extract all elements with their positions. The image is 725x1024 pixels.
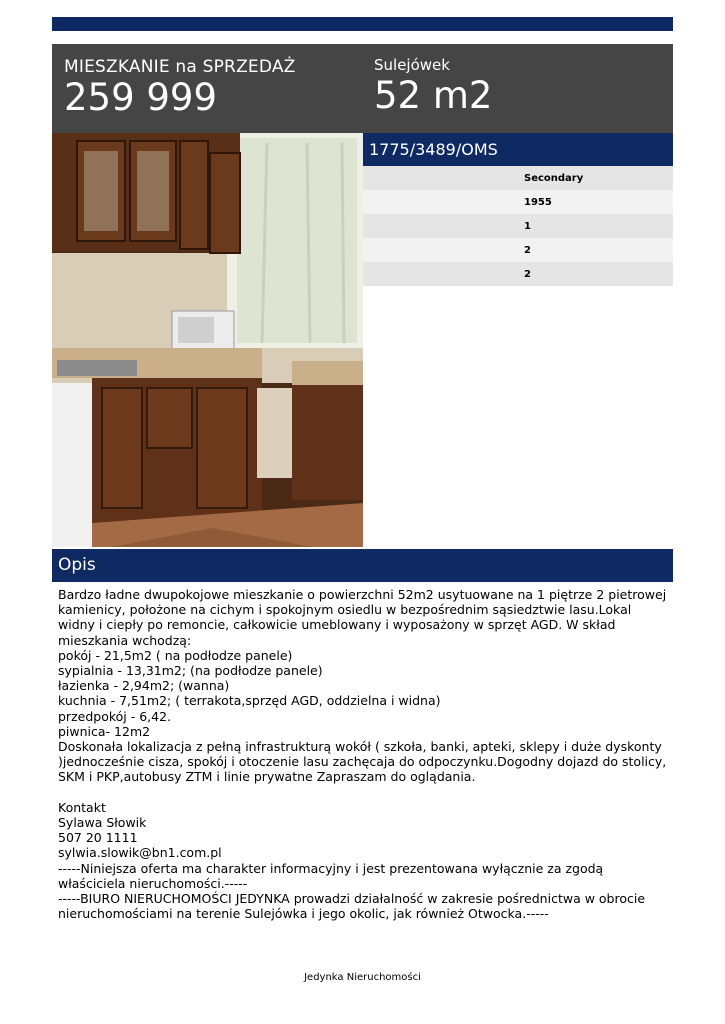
listing-header xyxy=(52,44,673,133)
listing-price: 259 999 xyxy=(64,76,218,119)
description-header xyxy=(52,549,673,582)
parameters-table xyxy=(363,166,673,286)
param-row xyxy=(363,214,673,238)
listing-type: MIESZKANIE na SPRZEDAŻ xyxy=(64,57,296,77)
reference-number: 1775/3489/OMS xyxy=(369,140,498,159)
param-value: 1955 xyxy=(524,197,552,208)
reference-bar xyxy=(363,133,673,166)
listing-city: Sulejówek xyxy=(374,56,450,74)
param-row xyxy=(363,262,673,286)
param-value: 2 xyxy=(524,269,531,280)
param-row xyxy=(363,238,673,262)
listing-photo xyxy=(52,133,363,547)
kitchen-photo-illustration xyxy=(52,133,363,547)
param-value: 2 xyxy=(524,245,531,256)
param-value: Secondary xyxy=(524,173,584,184)
top-accent-bar xyxy=(52,17,673,31)
param-row xyxy=(363,166,673,190)
param-row xyxy=(363,190,673,214)
param-value: 1 xyxy=(524,221,531,232)
listing-area: 52 m2 xyxy=(374,74,493,117)
description-title: Opis xyxy=(58,555,96,575)
description-text: Bardzo ładne dwupokojowe mieszkanie o powierzchni 52m2 usytuowane na 1 piętrze 2 pietrowej kamienicy, położone na cichym i spokojnym osiedlu w bezpośrednim sąsiedztwie lasu.Lokal widny i ciepły po remoncie, całkowicie umeblowany i wyposażony w sprzęt AGD. W skład mieszkania wchodzą: pokój - 21,5m2 ( na podłodze panele) sypialnia - 13,31m2; (na podłodze panele) łazienka - 2,94m2; (wanna) kuchnia - 7,51m2; ( terrakota,sprzęd AGD, oddzielna i widna) przedpokój - 6,42. piwnica- 12m2 Doskonała lokalizacja z pełną infrastrukturą wokół ( szkoła, banki, apteki, sklepy i duże dyskonty )jednocześnie cisza, spokój i otoczenie lasu zachęcaja do odpoczynku.Dogodny dojazd do stolicy, SKM i PKP,autobusy ZTM i linie prywatne Zapraszam do oglądania. Kontakt Sylawa Słowik 507 20 1111 sylwia.slowik@bn1.com.pl -----Niniejsza oferta ma charakter informacyjny i jest prezentowana wyłącznie za zgodą właściciela nieruchomości.----- -----BIURO NIERUCHOMOŚCI JEDYNKA prowadzi działalność w zakresie pośrednictwa w obrocie nieruchomościami na terenie Sulejówka i jego okolic, jak również Otwocka.----- xyxy=(58,587,667,922)
footer-text: Jedynka Nieruchomości xyxy=(304,972,421,983)
